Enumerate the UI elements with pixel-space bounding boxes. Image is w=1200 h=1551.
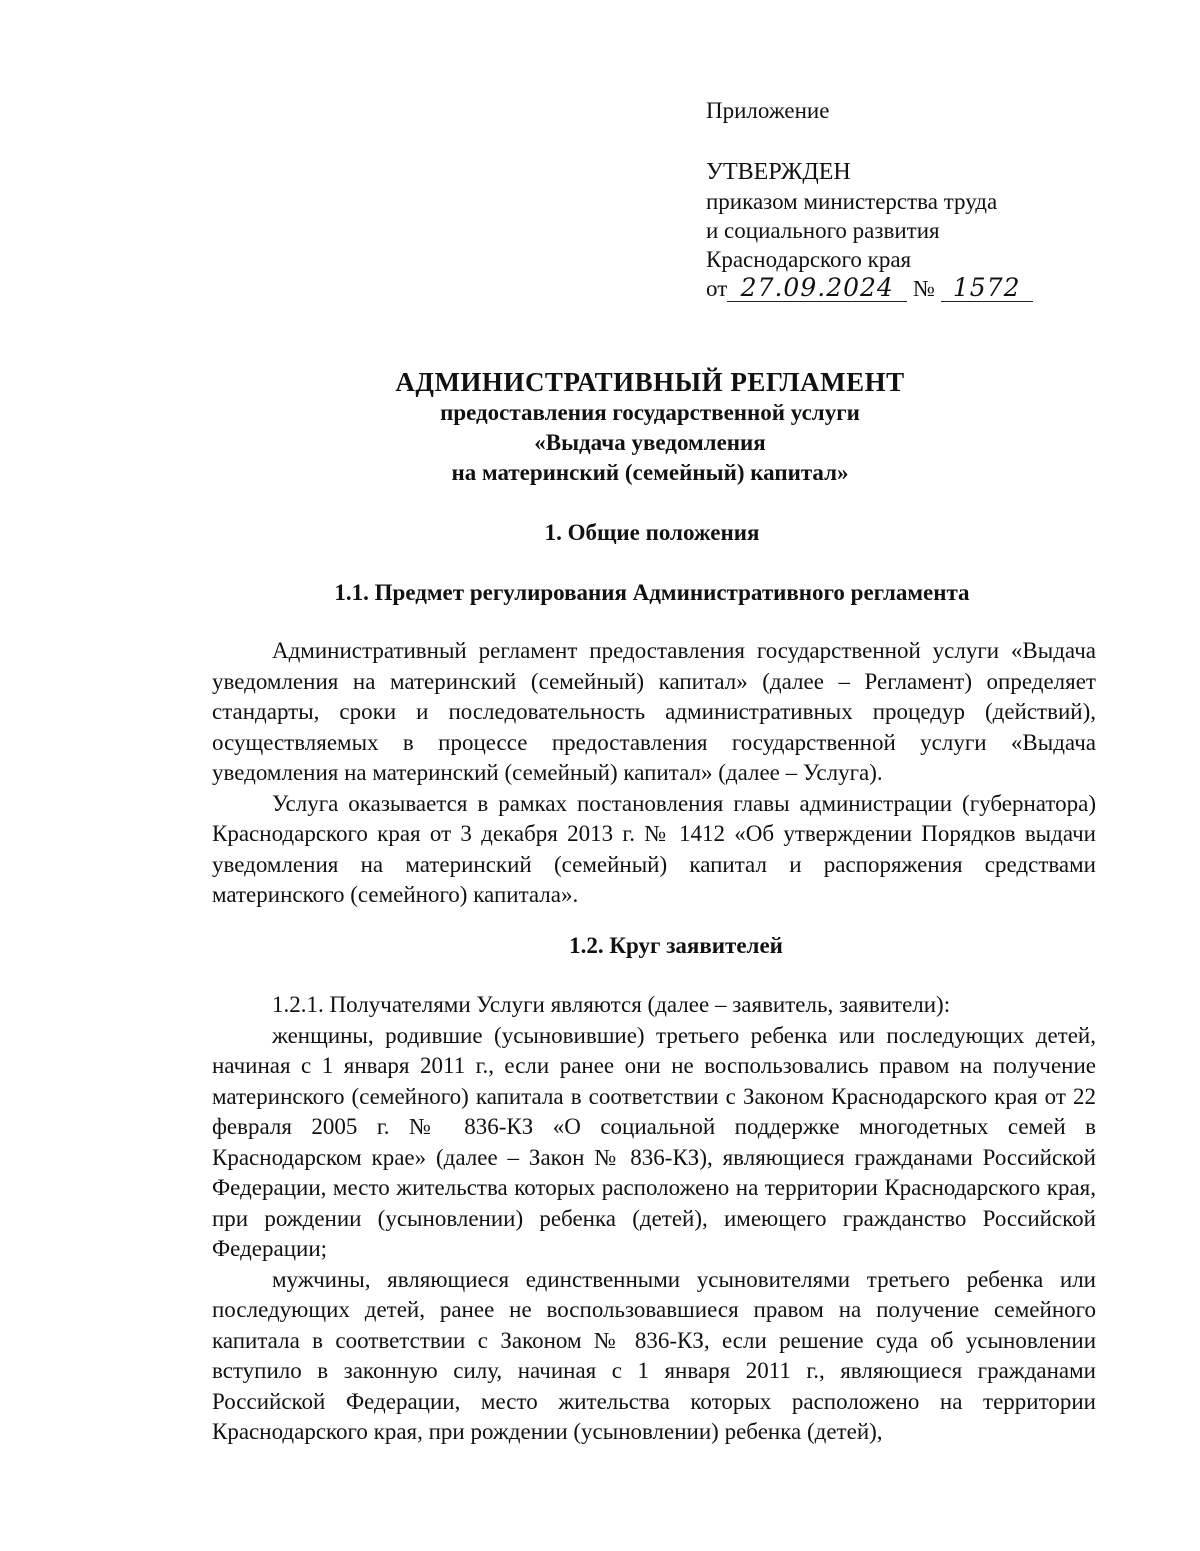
subsection-subject-text <box>212 636 1096 911</box>
order-date-number-line <box>706 274 1126 303</box>
document-title <box>0 366 1200 488</box>
section-heading-general: 1. Общие положения <box>544 520 760 545</box>
title-line-3: «Выдача уведомления <box>534 430 766 455</box>
paragraph: 1.2.1. Получателями Услуги являются (далее – заявитель, заявители): <box>272 992 951 1017</box>
approval-block <box>706 96 1126 303</box>
title-line-2: предоставления государственной услуги <box>440 400 860 425</box>
paragraph: женщины, родившие (усыновившие) третьего ребенка или последующих детей, начиная с 1 января 2011 г., если ранее они не воспользовались правом на получение материнского (семейного) капитала в соответствии с Законом Краснодарского края от 22 февраля 2005 г. № 836-КЗ «О социальной поддержке многодетных семей в Краснодарском крае» (далее – Закон № 836-КЗ), являющиеся гражданами Российской Федерации, место жительства которых расположено на территории Краснодарского края, при рождении (усыновлении) ребенка (детей), имеющего гражданство Российской Федерации; <box>212 1022 1096 1261</box>
approved-by-line-2: и социального развития <box>706 218 940 243</box>
annex-label: Приложение <box>706 98 830 123</box>
title-line-4: на материнский (семейный) капитал» <box>451 460 849 485</box>
approved-by-line-3: Краснодарского края <box>706 247 912 272</box>
paragraph: Услуга оказывается в рамках постановления главы администрации (губернатора) Краснодарского края от 3 декабря 2013 г. № 1412 «Об утверждении Порядков выдачи уведомления на материнский (семейный) капитал и распоряжения средствами материнского (семейного) капитала». <box>212 790 1096 907</box>
subsection-heading-applicants: 1.2. Круг заявителей <box>569 933 783 958</box>
subsection-applicants-text <box>212 990 1096 1448</box>
from-label: от <box>706 276 728 301</box>
subsection-heading-subject: 1.1. Предмет регулирования Административного регламента <box>334 580 970 605</box>
approved-by-line-1: приказом министерства труда <box>706 189 998 214</box>
order-date: 27.09.2024 <box>727 275 907 302</box>
title-line-1: АДМИНИСТРАТИВНЫЙ РЕГЛАМЕНТ <box>395 367 905 397</box>
paragraph: мужчины, являющиеся единственными усыновителями третьего ребенка или последующих детей, ранее не воспользовавшиеся правом на получение семейного капитала в соответствии с Законом № 836-КЗ, если решение суда об усыновлении вступило в законную силу, начиная с 1 января 2011 г., являющиеся гражданами Российской Федерации, место жительства которых расположено на территории Краснодарского края, при рождении (усыновлении) ребенка (детей), <box>212 1266 1096 1444</box>
order-number: 1572 <box>941 275 1033 302</box>
paragraph: Административный регламент предоставления государственной услуги «Выдача уведомления на материнский (семейный) капитал» (далее – Регламент) определяет стандарты, сроки и последовательность административных процедур (действий), осуществляемых в процессе предоставления государственной услуги «Выдача уведомления на материнский (семейный) капитал» (далее – Услуга). <box>212 638 1096 785</box>
number-label: № <box>913 276 935 301</box>
approved-label: УТВЕРЖДЕН <box>706 159 851 185</box>
